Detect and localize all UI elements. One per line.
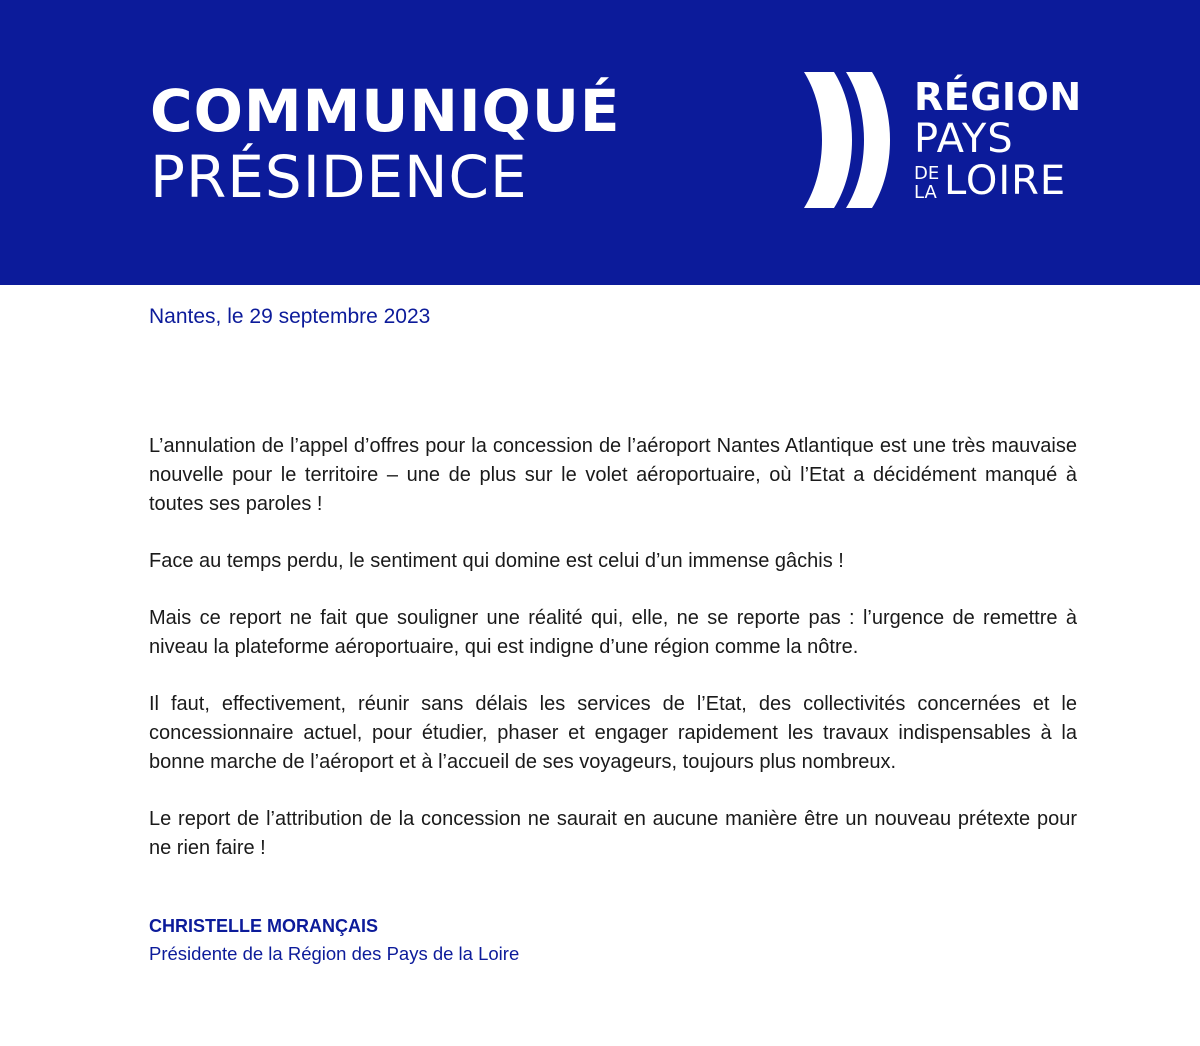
signature-block xyxy=(149,912,519,968)
paragraph-2: Face au temps perdu, le sentiment qui domine est celui d’un immense gâchis ! xyxy=(149,550,844,572)
logo-de-la-stack xyxy=(914,164,939,202)
header-banner xyxy=(0,0,1200,285)
logo-loire: LOIRE xyxy=(944,158,1067,204)
paragraph-1: L’annulation de l’appel d’offres pour la concession de l’aéroport Nantes Atlantique est une très mauvaise nouvelle pour le territoire – une de plus sur le volet aéroportuaire, où l’Etat a décidément manqué à toutes ses paroles ! xyxy=(149,435,1077,515)
logo-de-la-loire xyxy=(914,160,1082,204)
logo-la: LA xyxy=(914,182,937,203)
signatory-role: Présidente de la Région des Pays de la Loire xyxy=(149,943,520,964)
communique-title xyxy=(150,78,621,210)
signatory-name: CHRISTELLE MORANÇAIS xyxy=(149,916,378,936)
title-line-presidence: PRÉSIDENCE xyxy=(150,143,528,211)
document-date: Nantes, le 29 septembre 2023 xyxy=(149,305,431,328)
region-logo-arcs-icon xyxy=(800,70,900,210)
region-logo-text xyxy=(914,76,1082,204)
document-body xyxy=(149,432,1077,891)
logo-region: RÉGION xyxy=(914,75,1082,119)
paragraph-4: Il faut, effectivement, réunir sans délais les services de l’Etat, des collectivités concernées et le concessionnaire actuel, pour étudier, phaser et engager rapidement les travaux indispensables à la bonne marche de l’aéroport et à l’accueil de ses voyageurs, toujours plus nombreux. xyxy=(149,693,1077,773)
region-logo xyxy=(800,70,1090,215)
paragraph-5: Le report de l’attribution de la concession ne saurait en aucune manière être un nouveau prétexte pour ne rien faire ! xyxy=(149,808,1077,859)
paragraph-3: Mais ce report ne fait que souligner une réalité qui, elle, ne se reporte pas : l’urgence de remettre à niveau la plateforme aéroportuaire, qui est indigne d’une région comme la nôtre. xyxy=(149,607,1077,658)
logo-pays: PAYS xyxy=(914,116,1014,162)
title-line-communique: COMMUNIQUÉ xyxy=(150,77,621,145)
logo-de: DE xyxy=(914,163,940,184)
